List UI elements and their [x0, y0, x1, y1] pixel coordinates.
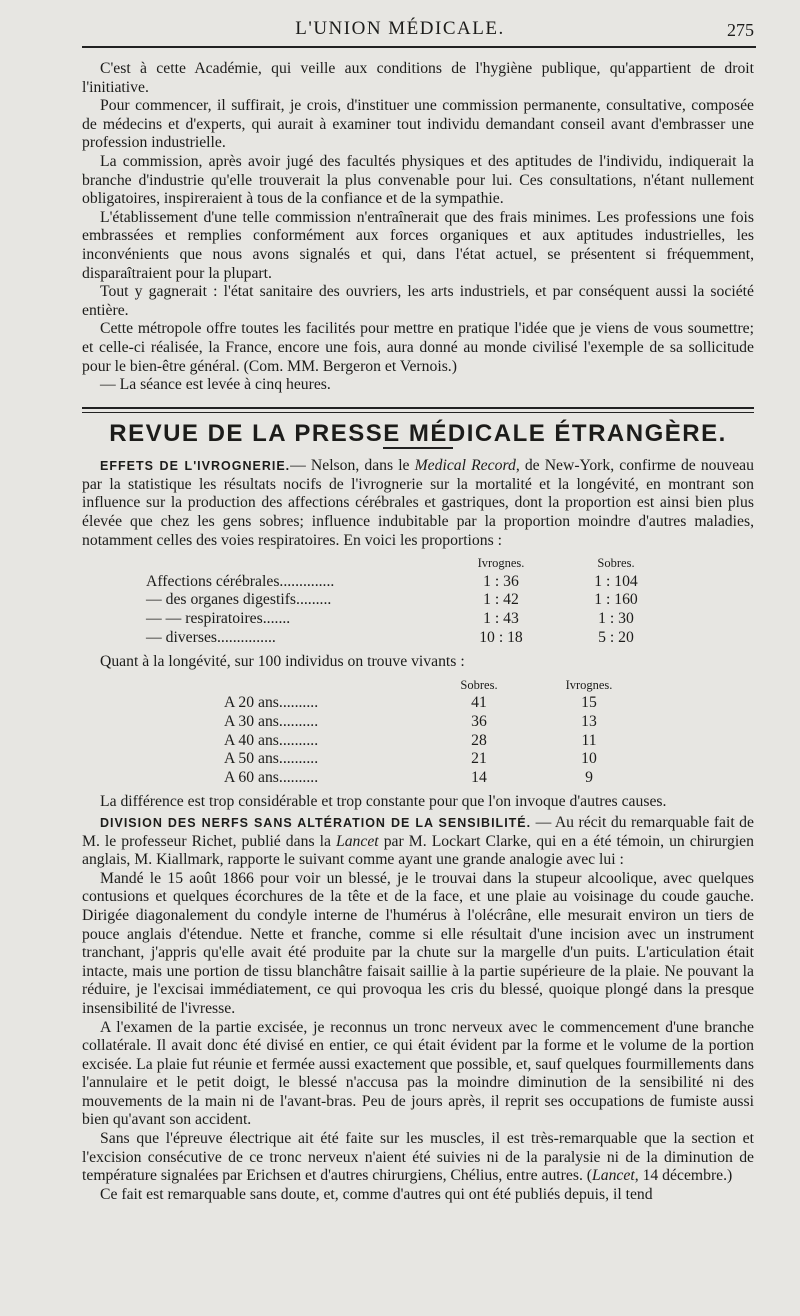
paragraph: A l'examen de la partie excisée, je reconnus un tronc nerveux avec le commencement d'une branche collatérale. Il avait donc été divisé en entier, ce qui était évident par la forme et le volume de la portion excisée. La plaie fut réunie et fermée aussi exactement que possible, et, sauf quelques fourmillements dans l'annulaire et le petit doigt, le blessé n'accusa pas la moindre diminution de la sensibilité ni des mouvements de la main ni de l'avant-bras. Peu de jours après, il reprit ses occupations de fumiste aussi bien qu'avant son accident. [82, 1018, 754, 1129]
column-header: Ivrognes. [565, 677, 613, 692]
table-row [224, 750, 644, 769]
cell-value: 14 [471, 768, 487, 786]
table-row [146, 591, 676, 610]
lead-text: , de New-York, confirme de nouveau par la statistique les résultats nocifs de l'ivrognerie sur la mortalité et la longévité, en montrant son influence sur la production des affections cérébrales et gastriques, dont la proportion est ainsi bien plus élevée que chez les gens sobres; influence indubitable par la proportion moindre d'autres maladies, notamment celles des voies respiratoires. En voici les proportions : [82, 457, 754, 549]
paragraph: Cette métropole offre toutes les facilités pour mettre en pratique l'idée que je viens de vous soumettre; et celle-ci réalisée, la France, encore une fois, aura donné au monde civilisé l'exemple de sa sollicitude pour le bien-être général. (Com. MM. Bergeron et Vernois.) [82, 320, 754, 375]
article-heading: EFFETS DE L'IVROGNERIE. [100, 459, 291, 474]
row-label: A 50 ans.......... [224, 750, 319, 768]
table-header [224, 676, 644, 695]
title-rule [383, 447, 453, 449]
row-label: — des organes digestifs......... [146, 591, 332, 609]
table-row [146, 629, 676, 648]
paragraph: Quant à la longévité, sur 100 individus on trouve vivants : [100, 653, 465, 671]
row-label: — diverses............... [146, 628, 276, 646]
table-row [224, 732, 644, 751]
page-number: 275 [727, 20, 754, 40]
cell-value: 13 [581, 713, 597, 730]
section-divider [82, 407, 754, 413]
cell-value: 1 : 104 [594, 572, 638, 590]
paragraph-text: , 14 décembre.) [634, 1167, 733, 1185]
citation-journal: Lancet [592, 1167, 635, 1185]
table-row [224, 694, 644, 713]
header-rule [82, 46, 756, 48]
paragraph: Tout y gagnerait : l'état sanitaire des ouvriers, les arts industriels, et par conséquent aussi la société entière. [82, 283, 754, 319]
paragraph-text: Sans que l'épreuve électrique ait été faite sur les muscles, il est très-remarquable que la section et l'excision consécutive de ce tronc nerveux n'aient été suivies ni de la paralysie ni de la diminution de température signalées par Erichsen et d'autres chirurgiens, Chélius, entre autres. ( [82, 1130, 754, 1185]
paragraph: Mandé le 15 août 1866 pour voir un blessé, je le trouvai dans la stupeur alcoolique, avec quelques contusions et quelques écorchures de la tête et de la face, et une plaie au voisinage du coude gauche. Dirigée diagonalement du condyle interne de l'humérus à l'olécrâne, elle mesurait environ un tiers de pouce anglais d'étendue. Nette et franche, comme si elle résultait d'une incision avec un instrument tranchant, j'appris qu'elle avait été produite par la chute sur la margelle d'un puits. L'articulation était intacte, mais une portion de tissu blanchâtre faisait saillie à la partie supérieure de la plaie. Ne pouvant la réduire, je l'excisai immédiatement, ce qui provoqua les cris du blessé, quoique plongé dans la presque insensibilité de l'ivresse. [82, 869, 754, 1017]
paragraph: La commission, après avoir jugé des facultés physiques et des aptitudes de l'individu, indiquerait la branche d'industrie qu'elle trouverait la plus convenable pour lui. Ces consultations, n'étant nullement obligatoires, inspireraient à tous de la confiance et de la sympathie. [82, 152, 754, 208]
journal-title: L'UNION MÉDICALE. [295, 18, 505, 39]
article-lead [82, 457, 754, 550]
cell-value: 41 [471, 694, 487, 712]
cell-value: 10 [581, 750, 597, 768]
row-label: Affections cérébrales.............. [146, 572, 335, 590]
cell-value: 28 [471, 731, 487, 749]
paragraph: L'établissement d'une telle commission n'entraînerait que des frais minimes. Les professions une fois embrassées et remplies conformément aux forces organiques et aux aptitudes industrielles, les inconvénients que nous avons signalés et qui, dans l'état actuel, se présentent si fréquemment, disparaîtraient pour la plupart. [82, 208, 754, 282]
paragraph [82, 1130, 754, 1186]
session-closing: — La séance est levée à cinq heures. [100, 376, 331, 394]
row-label: A 40 ans.......... [224, 731, 319, 749]
cell-value: 11 [581, 731, 597, 749]
column-header: Sobres. [597, 556, 635, 571]
lead-text: — Nelson, dans le [290, 457, 415, 475]
cell-value: 15 [581, 694, 597, 712]
column-header: Ivrognes. [477, 556, 525, 571]
paragraph: Ce fait est remarquable sans doute, et, comme d'autres qui ont été publiés depuis, il tend [100, 1185, 653, 1203]
page-body [82, 60, 754, 1204]
row-label: A 20 ans.......... [224, 694, 319, 712]
row-label: — — respiratoires....... [146, 610, 291, 628]
cell-value: 9 [585, 768, 593, 786]
table-disease-proportions [146, 554, 676, 647]
article-lead [82, 814, 754, 870]
cell-value: 1 : 30 [598, 610, 634, 628]
cell-value: 1 : 36 [483, 572, 519, 590]
cell-value: 10 : 18 [479, 628, 523, 646]
paragraph: Pour commencer, il suffirait, je crois, d'instituer une commission permanente, consultative, composée de médecins et d'experts, qui aurait à examiner tout individu demandant conseil avant d'embrasser une profession industrielle. [82, 97, 754, 152]
table-longevity [224, 676, 644, 788]
cell-value: 1 : 42 [483, 591, 519, 609]
article-heading: DIVISION DES NERFS SANS ALTÉRATION DE LA SENSIBILITÉ. [100, 815, 532, 830]
journal-name: Lancet [335, 832, 379, 850]
paragraph: C'est à cette Académie, qui veille aux conditions de l'hygiène publique, qu'appartient de droit l'initiative. [82, 60, 754, 96]
lead-text: par M. Lockart Clarke, qui en a été témoin, un chirurgien anglais, M. Kiallmark, rapporte le suivant comme ayant une grande analogie avec lui : [82, 832, 754, 869]
table-row [224, 769, 644, 788]
cell-value: 1 : 160 [594, 591, 638, 609]
cell-value: 5 : 20 [598, 628, 634, 646]
journal-name: Medical Record [414, 457, 516, 475]
lead-text: — Au récit du remarquable fait de M. le professeur Richet, publié dans la [82, 813, 754, 850]
cell-value: 1 : 43 [483, 610, 519, 628]
cell-value: 21 [471, 750, 487, 768]
cell-value: 36 [471, 713, 487, 730]
row-label: A 60 ans.......... [224, 768, 319, 786]
running-head [0, 14, 800, 44]
table-row [146, 610, 676, 629]
column-header: Sobres. [460, 677, 498, 692]
section-title: REVUE DE LA PRESSE MÉDICALE ÉTRANGÈRE. [109, 419, 727, 447]
paragraph: La différence est trop considérable et trop constante pour que l'on invoque d'autres causes. [100, 793, 667, 811]
row-label: A 30 ans.......... [224, 713, 319, 730]
table-header [146, 554, 676, 573]
table-row [224, 713, 644, 732]
table-row [146, 573, 676, 592]
